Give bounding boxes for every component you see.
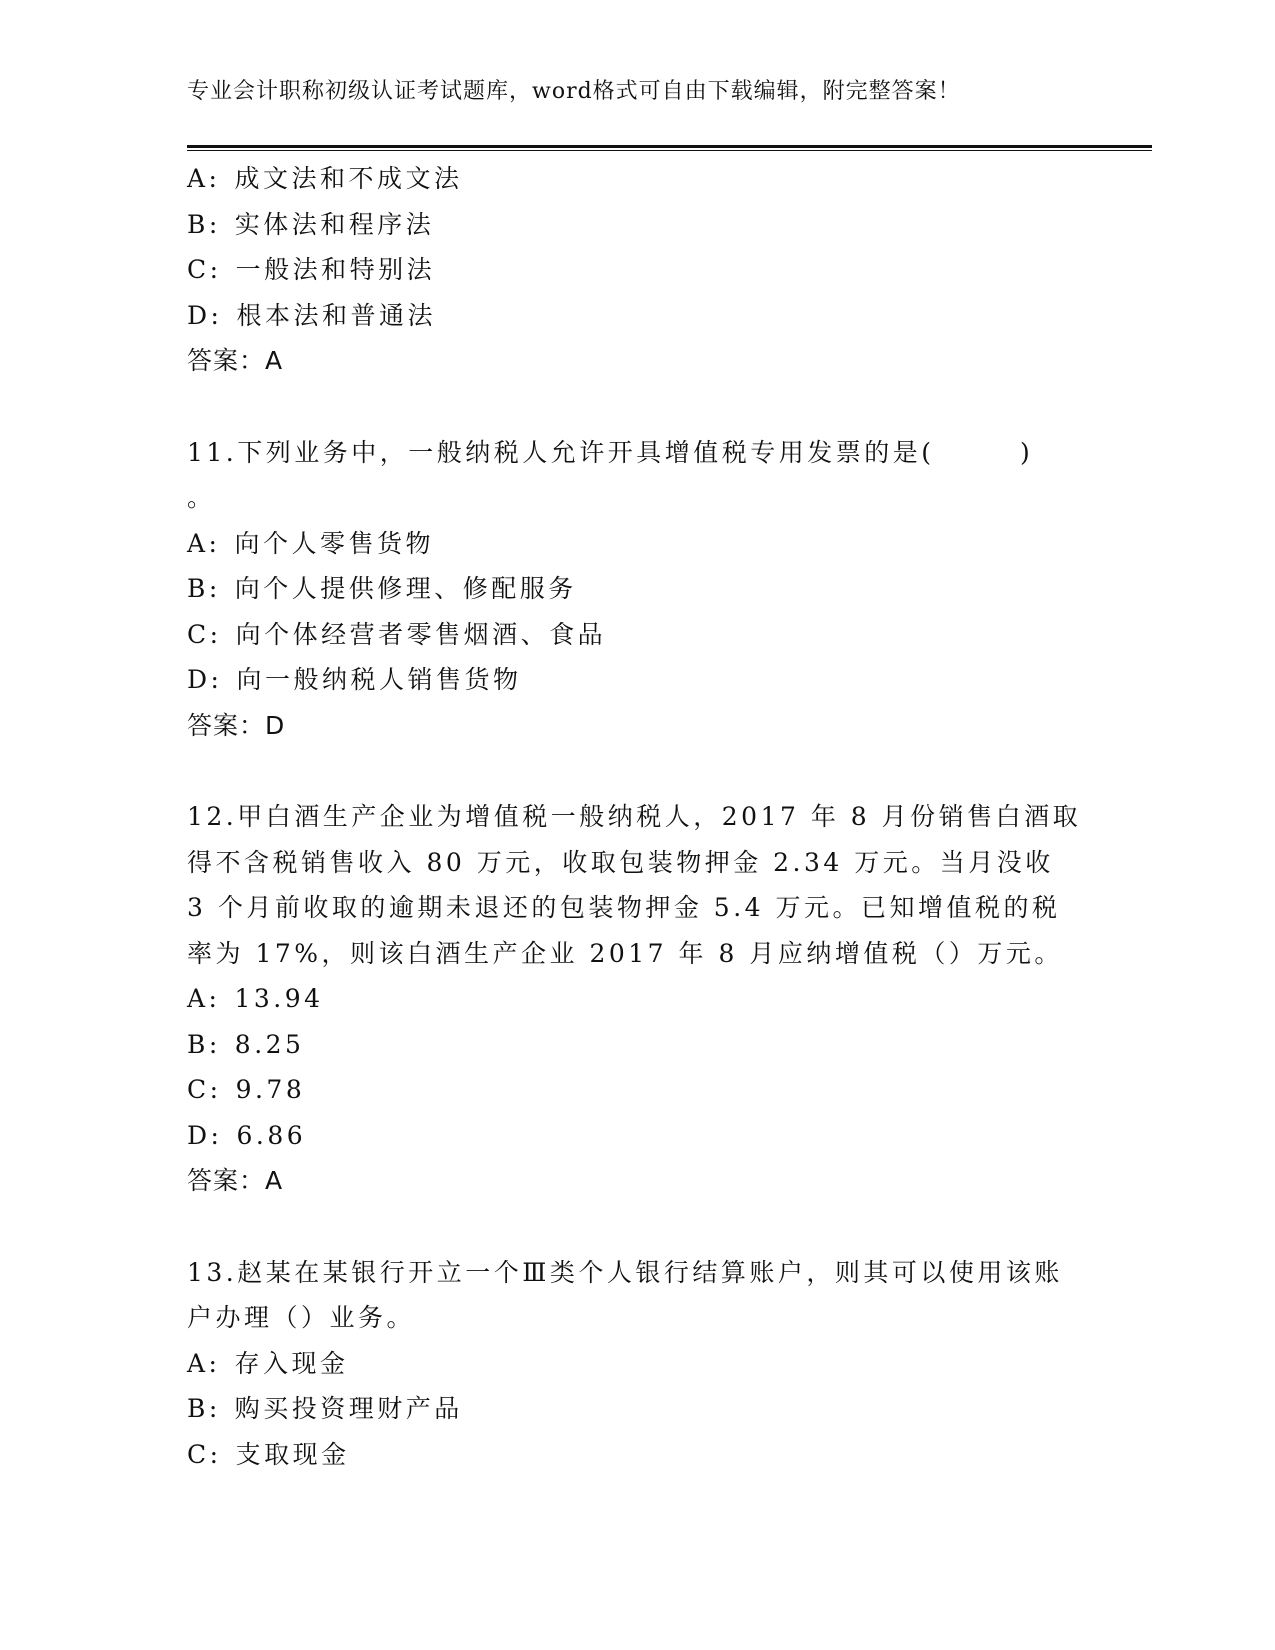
option-b: B: 向个人提供修理、修配服务 xyxy=(187,574,577,603)
option-c: C: 支取现金 xyxy=(187,1439,350,1469)
question-block-12 xyxy=(187,794,1087,1204)
option-a: A: 向个人零售货物 xyxy=(187,528,434,558)
question-block-10 xyxy=(187,156,1087,384)
option-c: C: 9.78 xyxy=(187,1075,306,1104)
answer-line: 答案：D xyxy=(187,710,286,740)
question-list xyxy=(187,156,1087,1477)
option-d: D: 6.86 xyxy=(187,1120,307,1150)
option-b: B: 实体法和程序法 xyxy=(187,209,435,239)
answer-line: 答案：A xyxy=(187,346,284,375)
question-text-line: 11.下列业务中，一般纳税人允许开具增值税专用发票的是( ) xyxy=(187,437,1034,467)
question-text-line: 户办理（）业务。 xyxy=(187,1303,416,1332)
question-text-line: 率为 17%，则该白酒生产企业 2017 年 8 月应纳增值税（）万元。 xyxy=(187,938,1063,968)
option-c: C: 向个体经营者零售烟酒、食品 xyxy=(187,619,607,649)
option-a: A: 存入现金 xyxy=(187,1348,349,1378)
header-rule-thin xyxy=(187,150,1152,151)
question-text-line: 3 个月前收取的逾期未退还的包装物押金 5.4 万元。已知增值税的税 xyxy=(187,893,1061,922)
option-a: A: 13.94 xyxy=(187,984,324,1013)
option-d: D: 向一般纳税人销售货物 xyxy=(187,665,522,694)
option-c: C: 一般法和特别法 xyxy=(187,255,436,284)
option-b: B: 8.25 xyxy=(187,1029,305,1059)
question-block-11 xyxy=(187,430,1087,749)
question-text-line: 13.赵某在某银行开立一个Ⅲ类个人银行结算账户，则其可以使用该账 xyxy=(187,1257,1063,1287)
option-b: B: 购买投资理财产品 xyxy=(187,1394,463,1423)
question-text-line: 。 xyxy=(187,483,216,512)
header-rule xyxy=(187,145,1152,148)
question-block-13 xyxy=(187,1250,1087,1478)
question-text-line: 得不含税销售收入 80 万元，收取包装物押金 2.34 万元。当月没收 xyxy=(187,847,1054,877)
option-d: D: 根本法和普通法 xyxy=(187,300,436,330)
answer-line: 答案：A xyxy=(187,1166,284,1195)
question-text-line: 12.甲白酒生产企业为增值税一般纳税人，2017 年 8 月份销售白酒取 xyxy=(187,802,1082,831)
document-header: 专业会计职称初级认证考试题库，word格式可自由下载编辑，附完整答案！ xyxy=(187,79,961,104)
option-a: A: 成文法和不成文法 xyxy=(187,164,463,193)
